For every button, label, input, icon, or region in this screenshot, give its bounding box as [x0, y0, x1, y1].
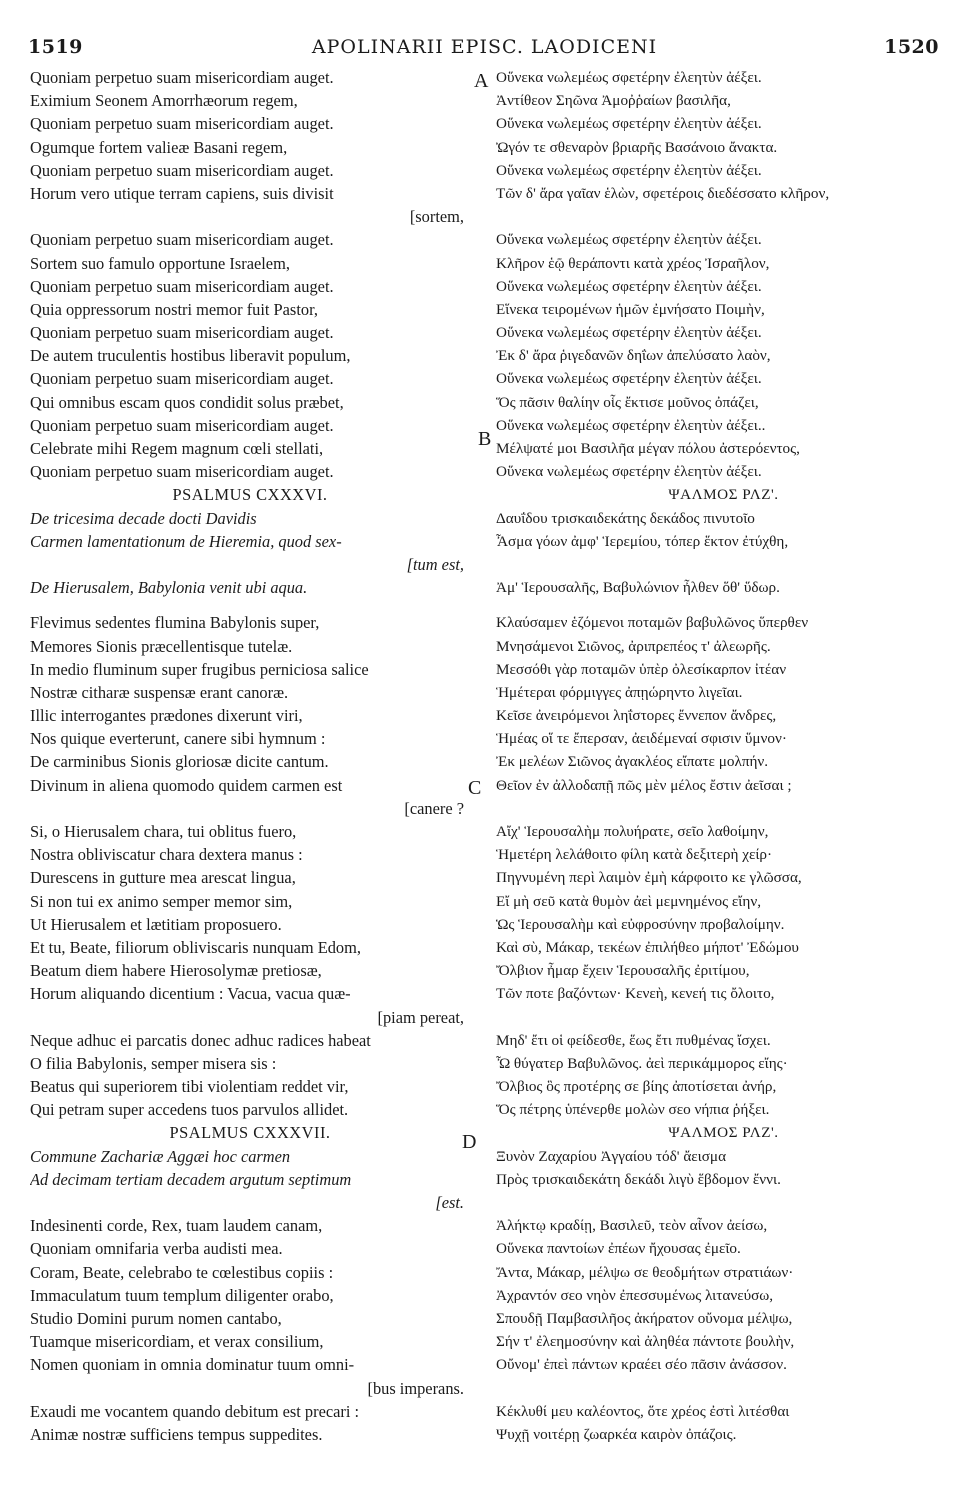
greek-psalm-title: ΨΑΛΜΟΣ ΡΛΖ'.: [668, 486, 779, 504]
latin-line: Ut Hierusalem et lætitiam proposuero.: [30, 914, 282, 934]
greek-line: Αἴχ' Ἱερουσαλὴμ πολυήρατε, σεῖο λαθοίμην,: [496, 823, 769, 840]
latin-line: [piam pereat,: [377, 1007, 464, 1027]
greek-line: [496, 1191, 951, 1214]
latin-line: Horum aliquando dicentium : Vacua, vacua quæ-: [30, 984, 351, 1004]
latin-line: Horum vero utique terram capiens, suis divisit: [30, 183, 334, 203]
latin-line: Divinum in aliena quomodo quidem carmen est: [30, 775, 343, 795]
latin-line: Quoniam omnifaria verba audisti mea.: [30, 1239, 283, 1259]
latin-line: [sortem,: [409, 207, 464, 227]
greek-line: [496, 553, 951, 576]
latin-line: Beatum diem habere Hierosolymæ pretiosæ,: [30, 961, 322, 981]
greek-line: Οὕνεκα νωλεμέως σφετέρην ἐλεητὺν ἀέξει.: [496, 324, 762, 342]
latin-line: Tuamque misericordiam, et verax consilium,: [30, 1332, 324, 1352]
latin-line: Si, o Hierusalem chara, tui oblitus fuero,: [30, 822, 297, 841]
greek-line: Τῶν δ' ἄρα γαῖαν ἑλὼν, σφετέροις διεδέσσατο κλῆρον,: [496, 184, 830, 202]
greek-line: Κλῆρον ἑῷ θεράποντι κατὰ χρέος Ἰσραῆλον,: [496, 254, 770, 272]
latin-line: De autem truculentis hostibus liberavit populum,: [30, 346, 351, 366]
latin-line: Coram, Beate, celebrabo te cœlestibus copiis :: [30, 1262, 334, 1282]
latin-line: [tum est,: [406, 554, 464, 574]
greek-line: Οὕνεκα παντοίων ἐπέων ἤχουσας ἐμεῖο.: [496, 1240, 741, 1258]
greek-line: Καὶ σὺ, Μάκαρ, τεκέων ἐπιλήθεο μήποτ' Ἐδώμου: [496, 938, 799, 956]
greek-line: Ὡς Ἱερουσαλὴμ καὶ εὐφροσύνην προβαλοίμην.: [496, 915, 785, 933]
latin-line: Celebrate mihi Regem magnum cœli stellati,: [30, 439, 324, 458]
greek-line: Μνησάμενοι Σιῶνος, ἀριπρεπέος τ' ἀλεωρῆς.: [496, 637, 771, 655]
greek-line: Οὕνεκα νωλεμέως σφετέρην ἐλεητὺν ἀέξει.: [496, 115, 762, 133]
greek-line: Οὕνεκα νωλεμέως σφετέρην ἐλεητὺν ἀέξει.: [496, 161, 762, 179]
margin-marker-c: C: [468, 777, 482, 799]
greek-line: Ἡμέας οἵ τε ἔπερσαν, ἀειδέμεναί σφισιν ὕμνον·: [496, 730, 787, 748]
greek-line: [496, 797, 951, 820]
latin-line: Eximium Seonem Amorrhæorum regem,: [30, 91, 298, 111]
latin-line: Quoniam perpetuo suam misericordiam auget.: [30, 323, 334, 343]
latin-line: Quoniam perpetuo suam misericordiam auget.: [30, 415, 334, 435]
latin-line: Nos quique everterunt, canere sibi hymnum :: [30, 729, 326, 749]
latin-line: Commune Zachariæ Aggæi hoc carmen: [30, 1146, 291, 1166]
latin-line: Memores Sionis præcellentisque tutelæ.: [30, 636, 293, 656]
greek-line: Ὄλβιον ἦμαρ ἔχειν Ἱερουσαλῆς ἐριτίμου,: [496, 962, 750, 980]
latin-line: Animæ nostræ sufficiens tempus suppedites.: [30, 1424, 323, 1444]
greek-line: Ὄλβιος ὃς προτέρης σε βίης ἀποτίσεται ἀνήρ,: [496, 1078, 777, 1096]
greek-line: Οὕνεκα νωλεμέως σφετέρην ἐλεητὺν ἀέξει..: [496, 416, 766, 434]
latin-line: Sortem suo famulo opportune Israelem,: [30, 253, 290, 273]
greek-line: Ἐκ μελέων Σιῶνος ἀγακλέος εἴπατε μολπήν.: [496, 753, 769, 771]
greek-line: Σπουδῇ Παμβασιλῆος ἀκήρατον οὔνομα μέλψω,: [496, 1309, 793, 1327]
latin-line: De Hierusalem, Babylonia venit ubi aqua.: [30, 578, 308, 598]
margin-marker-b: B: [478, 428, 492, 450]
greek-line: Ἡμετέρη λελάθοιτο φίλη κατὰ δεξιτερὴ χείρ·: [496, 846, 773, 864]
greek-line: Κλαύσαμεν ἑζόμενοι ποταμῶν βαβυλῶνος ὕπερθεν: [496, 614, 809, 632]
greek-column: [496, 66, 951, 1446]
latin-line: Si non tui ex animo semper memor sim,: [30, 891, 293, 911]
latin-line: Immaculatum tuum templum diligenter orabo,: [30, 1285, 334, 1305]
margin-marker-d: D: [462, 1131, 477, 1153]
greek-line: Πηγνυμένη περὶ λαιμὸν ἐμὴ κάρφοιτο κε γλῶσσα,: [496, 869, 802, 887]
latin-line: Nostræ citharæ suspensæ erant canoræ.: [30, 682, 289, 702]
latin-line: [30, 599, 470, 611]
greek-line: Θεῖον ἐν ἀλλοδαπῇ πῶς μὲν μέλος ἔστιν ἀεῖσαι ;: [496, 776, 792, 794]
latin-line: In medio fluminum super frugibus perniciosa salice: [30, 659, 369, 679]
latin-line: Qui petram super accedens tuos parvulos allidet.: [30, 1100, 349, 1120]
latin-line: O filia Babylonis, semper misera sis :: [30, 1053, 277, 1073]
greek-line: Οὕνεκα νωλεμέως σφετέρην ἐλεητὺν ἀέξει.: [496, 231, 762, 249]
greek-line: Ἆσμα γόων ἀμφ' Ἱερεμίου, τόπερ ἕκτον ἐτύχθη,: [496, 532, 789, 550]
greek-line: Οὕνεκα νωλεμέως σφετέρην ἐλεητὺν ἀέξει.: [496, 370, 762, 388]
greek-line: Ἀχραντόν σεο νηὸν ἐπεσσυμένως λιτανεύσω,: [496, 1286, 774, 1304]
greek-line: Δαυΐδου τρισκαιδεκάτης δεκάδος πινυτοῖο: [496, 509, 755, 527]
latin-line: Quoniam perpetuo suam misericordiam auget.: [30, 68, 334, 87]
greek-line: Μέλψατέ μοι Βασιλῆα μέγαν πόλου ἀστερόεντος,: [496, 440, 800, 457]
greek-line: Κεῖσε ἀνειρόμενοι ληΐστορες ἔννεπον ἄνδρες,: [496, 707, 777, 725]
latin-line: [bus imperans.: [367, 1378, 464, 1398]
latin-line: Flevimus sedentes flumina Babylonis super,: [30, 613, 320, 633]
latin-line: Quoniam perpetuo suam misericordiam auget.: [30, 230, 334, 250]
greek-line: Ἐκ δ' ἄρα ῥιγεδανῶν δηΐων ἀπελύσατο λαὸν,: [496, 347, 771, 365]
greek-line: [496, 599, 951, 611]
latin-line: [est.: [435, 1193, 464, 1212]
latin-line: Quoniam perpetuo suam misericordiam auget.: [30, 114, 334, 134]
running-title: APOLINARII EPISC. LAODICENI: [311, 36, 658, 58]
greek-line: Μηδ' ἔτι οἱ φείδεσθε, ἕως ἔτι πυθμένας ἴσχει.: [496, 1031, 771, 1049]
greek-line: Ἡμέτεραι φόρμιγγες ἀπῃώρηντο λιγεῖαι.: [496, 683, 743, 701]
latin-line: [canere ?: [404, 798, 464, 818]
greek-line: Εἴ μὴ σεῦ κατὰ θυμὸν ἀεὶ μεμνημένος εἴην,: [496, 892, 762, 910]
greek-line: Οὕνεκα νωλεμέως σφετέρην ἐλεητὺν ἀέξει.: [496, 69, 762, 86]
latin-column: [30, 66, 470, 1446]
greek-line: [496, 1377, 951, 1400]
latin-line: Nomen quoniam in omnia dominatur tuum omni-: [30, 1355, 355, 1375]
latin-line: Nostra obliviscatur chara dextera manus :: [30, 845, 303, 865]
latin-line: Ad decimam tertiam decadem argutum septimum: [30, 1169, 352, 1189]
greek-line: Ἀντίθεον Σηῶνα Ἀμοῤῥαίων βασιλῆα,: [496, 92, 731, 110]
latin-line: De tricesima decade docti Davidis: [30, 508, 257, 528]
greek-line: Ξυνὸν Ζαχαρίου Ἀγγαίου τόδ' ἄεισμα: [496, 1147, 727, 1165]
latin-psalm-title: PSALMUS CXXXVI.: [172, 485, 328, 505]
latin-line: Quoniam perpetuo suam misericordiam auget.: [30, 276, 334, 296]
latin-line: Quoniam perpetuo suam misericordiam auget.: [30, 160, 334, 180]
greek-psalm-title: ΨΑΛΜΟΣ ΡΛΖ'.: [668, 1124, 779, 1142]
latin-line: De carminibus Sionis gloriosæ dicite cantum.: [30, 752, 329, 772]
greek-line: Ὅς πέτρης ὑπένερθε μολὼν σεο νήπια ῥήξει.: [496, 1101, 770, 1119]
greek-line: Ὦ θύγατερ Βαβυλῶνος. ἀεὶ περικάμμορος εἴης·: [496, 1054, 788, 1072]
greek-line: [496, 205, 951, 228]
greek-line: Μεσσόθι γὰρ ποταμῶν ὑπὲρ ὀλεσίκαρπον ἰτέαν: [496, 660, 787, 678]
greek-line: Τῶν ποτε βαζόντων· Κενεὴ, κενεή τις ὄλοιτο,: [496, 985, 775, 1003]
greek-line: Ἀλήκτῳ κραδίῃ, Βασιλεῦ, τεὸν αἶνον ἀείσω,: [496, 1217, 768, 1235]
latin-line: Neque adhuc ei parcatis donec adhuc radices habeat: [30, 1030, 371, 1050]
greek-line: Πρὸς τρισκαιδεκάτη δεκάδι λιγὺ ἕβδομον ἔννι.: [496, 1170, 781, 1188]
latin-line: Durescens in gutture mea arescat lingua,: [30, 868, 296, 888]
greek-line: [496, 1006, 951, 1029]
greek-line: Ψυχῇ νοιτέρῃ ζωαρκέα καιρὸν ὀπάζοις.: [496, 1425, 737, 1443]
margin-marker-a: A: [474, 70, 489, 92]
latin-line: Exaudi me vocantem quando debitum est precari :: [30, 1401, 360, 1421]
latin-line: Quoniam perpetuo suam misericordiam auget.: [30, 369, 334, 389]
latin-line: Et tu, Beate, filiorum obliviscaris nunquam Edom,: [30, 937, 361, 957]
page-number-left: 1519: [28, 36, 83, 58]
greek-line: Σήν τ' ἐλεημοσύνην καὶ ἀληθέα πάντοτε βουλὴν,: [496, 1333, 795, 1351]
latin-line: Indesinenti corde, Rex, tuam laudem canam,: [30, 1216, 323, 1236]
greek-line: Κέκλυθί μευ καλέοντος, ὅτε χρέος ἐστὶ λιτέσθαι: [496, 1402, 790, 1420]
greek-line: Εἵνεκα τειρομένων ἡμῶν ἐμνήσατο Ποιμὴν,: [496, 300, 765, 318]
latin-line: Quia oppressorum nostri memor fuit Pastor,: [30, 299, 318, 319]
greek-line: Ὅς πᾶσιν θαλίην οἷς ἔκτισε μοῦνος ὀπάζει,: [496, 393, 759, 411]
latin-line: Beatus qui superiorem tibi violentiam reddet vir,: [30, 1077, 349, 1097]
latin-line: Qui omnibus escam quos condidit solus præbet,: [30, 392, 344, 412]
latin-line: Illic interrogantes prædones dixerunt viri,: [30, 706, 303, 726]
latin-line: Quoniam perpetuo suam misericordiam auget.: [30, 462, 334, 482]
greek-line: Ὠγόν τε σθεναρὸν βριαρῆς Βασάνοιο ἄνακτα.: [496, 138, 778, 156]
greek-line: Οὕνεκα νωλεμέως σφετέρην ἐλεητὺν ἀέξει.: [496, 463, 762, 481]
page-number-right: 1520: [884, 36, 939, 58]
greek-line: Ἀμ' Ἱερουσαλῆς, Βαβυλώνιον ἦλθεν ὅθ' ὕδωρ.: [496, 579, 780, 597]
latin-psalm-title: PSALMUS CXXXVII.: [169, 1123, 331, 1143]
greek-line: Οὔνομ' ἐπεὶ πάντων κραέει σέο πᾶσιν ἀνάσσον.: [496, 1356, 787, 1374]
latin-line: Studio Domini purum nomen cantabo,: [30, 1308, 282, 1328]
greek-line: Ἄντα, Μάκαρ, μέλψω σε θεοδμήτων στρατιάων·: [496, 1263, 794, 1281]
greek-line: Οὕνεκα νωλεμέως σφετέρην ἐλεητὺν ἀέξει.: [496, 277, 762, 295]
latin-line: Carmen lamentationum de Hieremia, quod sex-: [30, 531, 342, 551]
latin-line: Ogumque fortem valieæ Basani regem,: [30, 137, 288, 157]
